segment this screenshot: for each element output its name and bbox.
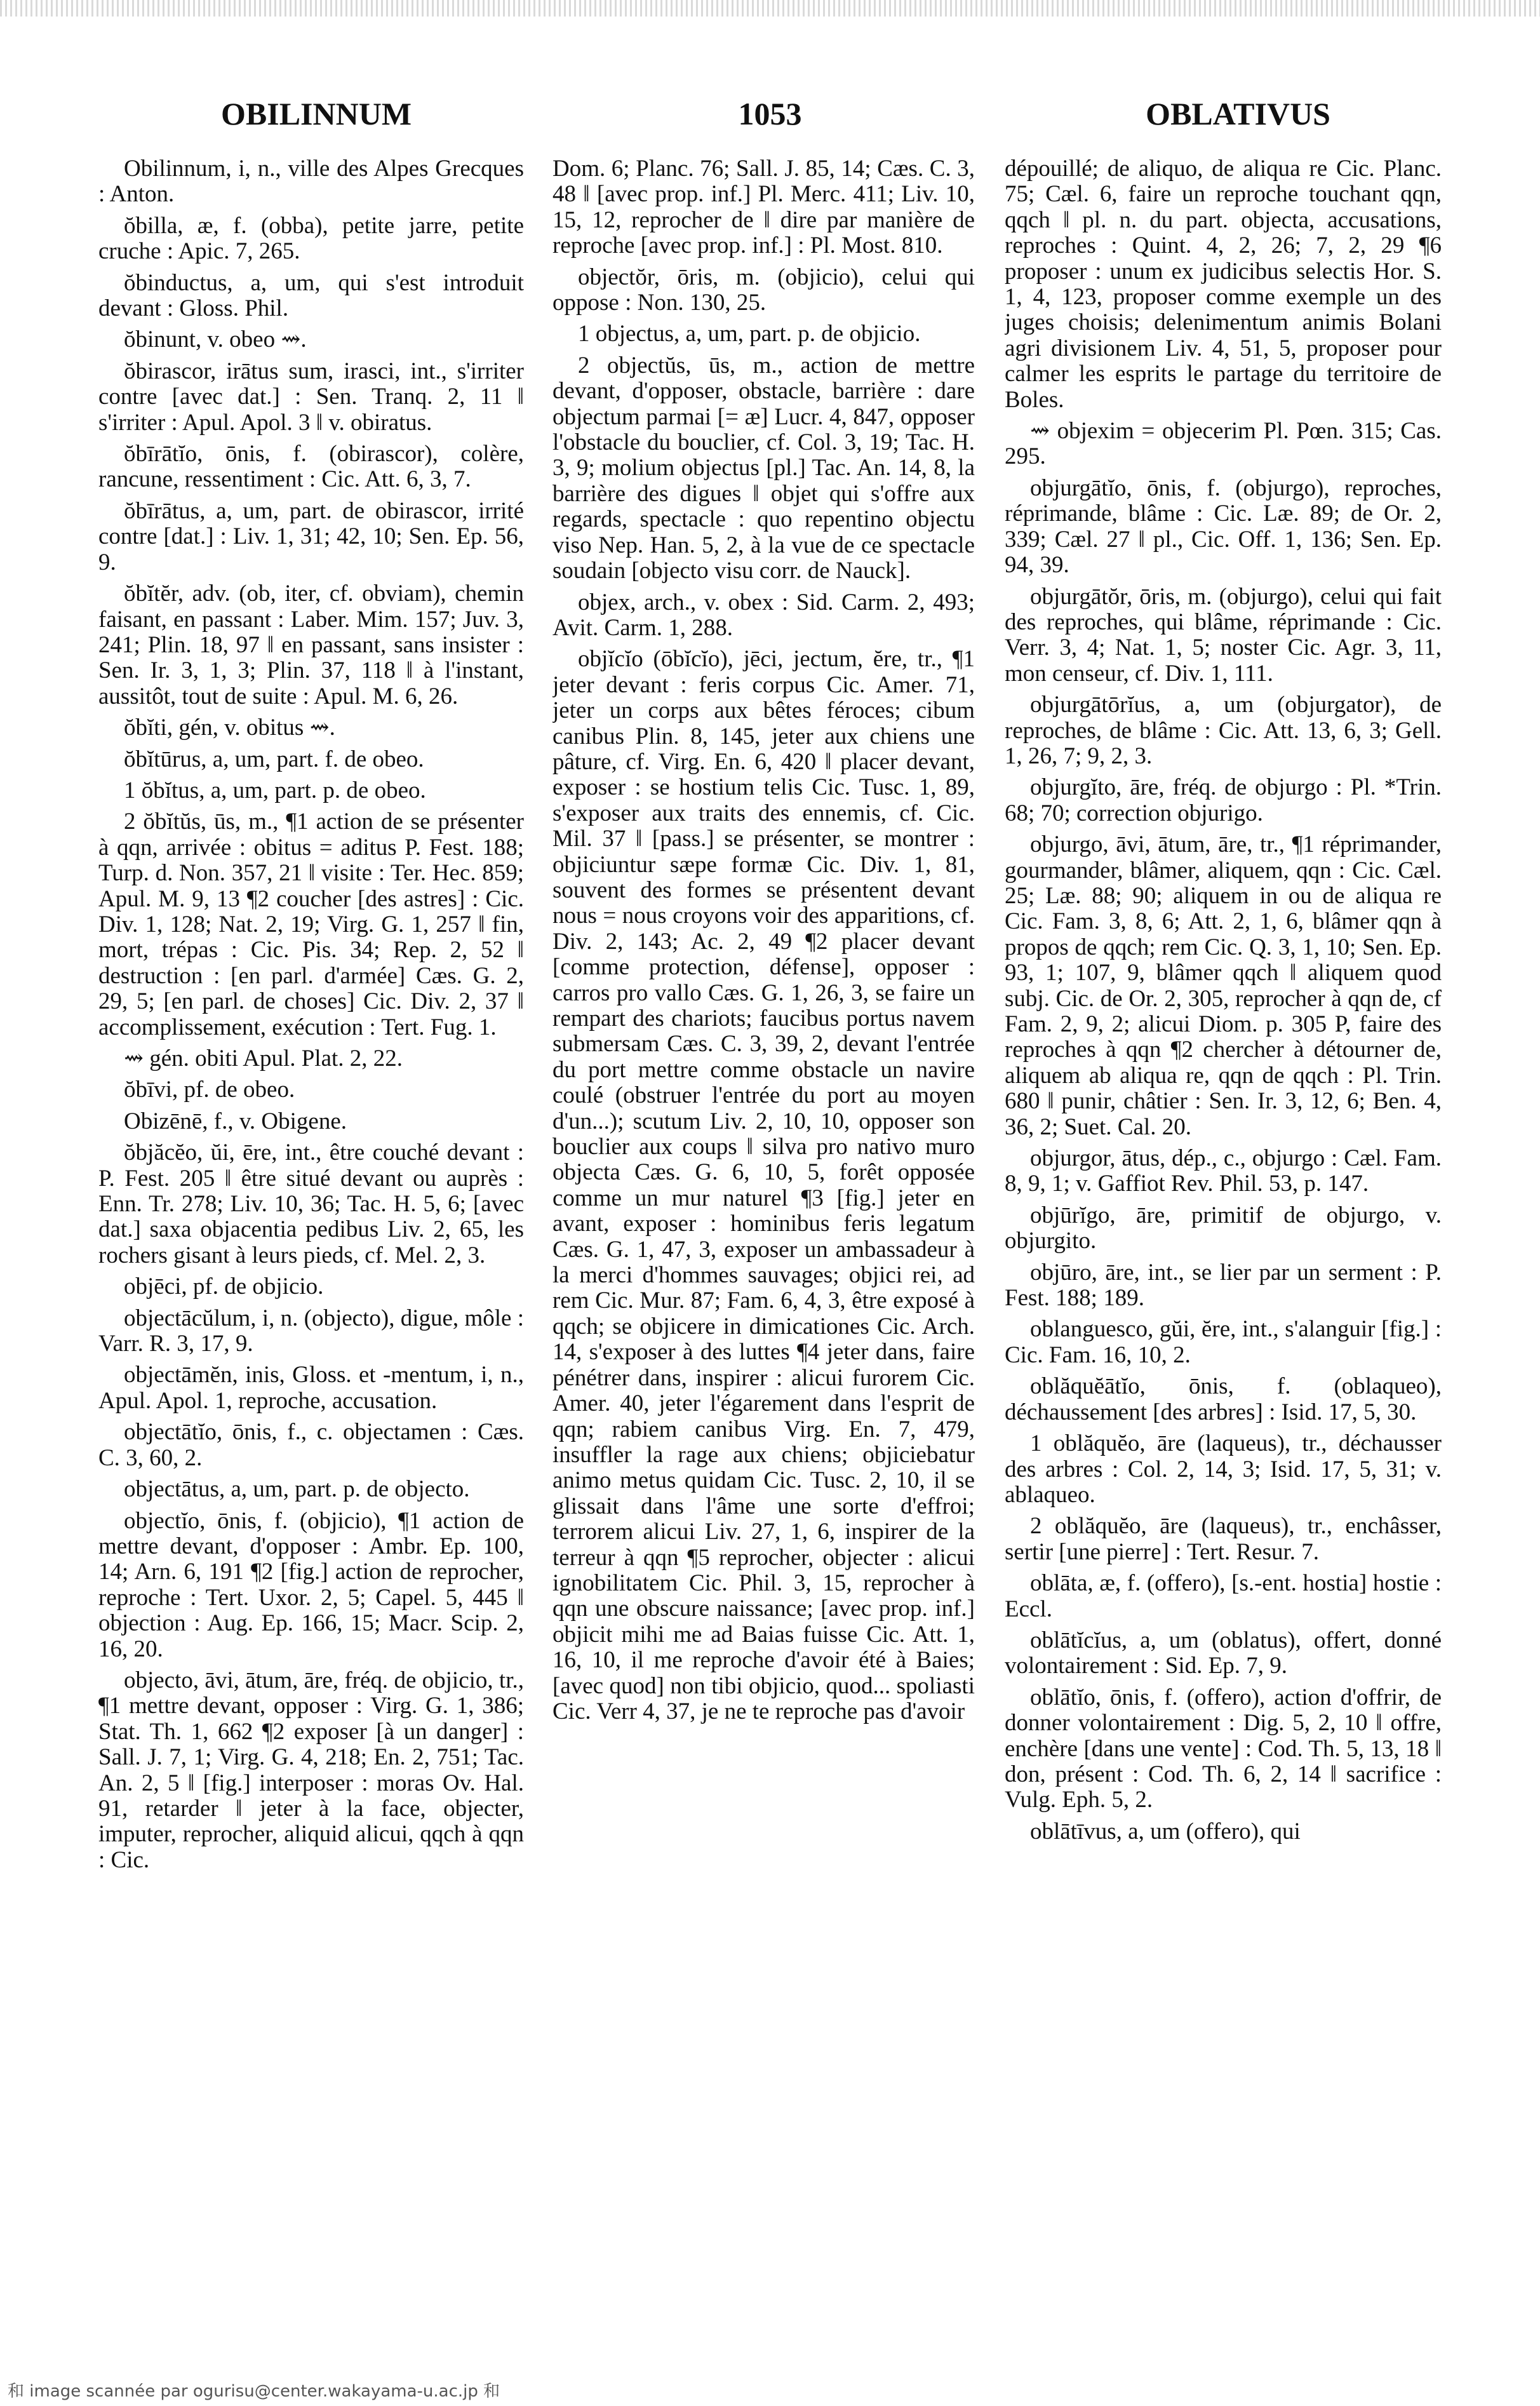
dictionary-entry: Obizēnē, f., v. Obigene. <box>124 1108 347 1134</box>
dictionary-entry: Dom. 6; Planc. 76; Sall. J. 85, 14; Cæs. C. 3, 48 ‖ [avec prop. inf.] Pl. Merc. 411; Liv. 10, 15, 12, reprocher de ‖ dire par manière de reproche [avec prop. inf.] : Pl. Most. 810. <box>552 156 975 259</box>
page-header <box>0 95 1540 140</box>
dictionary-entry: objectātĭo, ōnis, f., c. objectamen : Cæs. C. 3, 60, 2. <box>98 1419 524 1471</box>
dictionary-entry: oblātĭo, ōnis, f. (offero), action d'offrir, de donner volontairement : Dig. 5, 2, 10 ‖ offre, enchère [dans une vente] : Cod. Th. 5, 13, 18 ‖ don, présent : Cod. Th. 6, 2, 14 ‖ sacrifice : Vulg. Eph. 5, 2. <box>1005 1684 1442 1813</box>
dictionary-entry: oblăquĕātĭo, ōnis, f. (oblaqueo), déchaussement [des arbres] : Isid. 17, 5, 30. <box>1005 1373 1442 1425</box>
dictionary-entry: 1 ŏbĭtus, a, um, part. p. de obeo. <box>124 777 426 803</box>
dictionary-entry: objūrĭgo, āre, primitif de objurgo, v. objurgito. <box>1005 1202 1442 1254</box>
dictionary-entry: 2 oblăquĕo, āre (laqueus), tr., enchâsser, sertir [une pierre] : Tert. Resur. 7. <box>1005 1513 1442 1565</box>
dictionary-entry: objectŏr, ōris, m. (objicio), celui qui oppose : Non. 130, 25. <box>552 264 975 316</box>
dictionary-entry: oblātīvus, a, um (offero), qui <box>1030 1818 1301 1845</box>
dictionary-entry: ŏbīrātus, a, um, part. de obirascor, irrité contre [dat.] : Liv. 1, 31; 42, 10; Sen. Ep. 56, 9. <box>98 497 524 575</box>
dictionary-entry: ŏbĭtĕr, adv. (ob, iter, cf. obviam), chemin faisant, en passant : Laber. Mim. 157; Juv. 3, 241; Plin. 18, 97 ‖ en passant, sans insister : Sen. Ir. 3, 1, 3; Plin. 37, 118 ‖ à l'instant, aussitôt, tout de suite : Apul. M. 6, 26. <box>98 581 524 709</box>
dictionary-entry: oblāta, æ, f. (offero), [s.-ent. hostia] hostie : Eccl. <box>1005 1570 1442 1622</box>
dictionary-entry: objurgo, āvi, ātum, āre, tr., ¶1 réprimander, gourmander, blâmer, aliquem, qqn : Cic. Cæl. 25; Læ. 88; 90; aliquem in ou de aliqua re Cic. Fam. 3, 8, 6; Att. 2, 1, 6, blâmer qqn à propos de qqch; rem Cic. Q. 3, 1, 10; Sen. Ep. 93, 1; 107, 9, blâmer qqch ‖ aliquem quod subj. Cic. de Or. 2, 305, reprocher à qqn de, cf Fam. 2, 9, 2; alicui Diom. p. 305 P, faire des reproches à qqn ¶2 chercher à détourner de, aliquem ab aliqua re, qqn de qqch : Pl. Trin. 680 ‖ punir, châtier : Sen. Ir. 3, 12, 6; Ben. 4, 36, 2; Suet. Cal. 20. <box>1005 831 1442 1140</box>
dictionary-entry: objectātus, a, um, part. p. de objecto. <box>124 1476 470 1503</box>
dictionary-entry: ⇝ gén. obiti Apul. Plat. 2, 22. <box>124 1045 403 1072</box>
dictionary-entry: ŏbīrātĭo, ōnis, f. (obirascor), colère, rancune, ressentiment : Cic. Att. 6, 3, 7. <box>98 441 524 493</box>
column-3 <box>1005 156 1442 2290</box>
dictionary-entry: oblanguesco, gŭi, ĕre, int., s'alanguir [fig.] : Cic. Fam. 16, 10, 2. <box>1005 1316 1442 1368</box>
dictionary-entry: ŏbirascor, irātus sum, irasci, int., s'irriter contre [avec dat.] : Sen. Tranq. 2, 11 ‖ s'irriter : Apul. Apol. 3 ‖ v. obiratus. <box>98 358 524 436</box>
dictionary-entry: objūro, āre, int., se lier par un serment : P. Fest. 188; 189. <box>1005 1259 1442 1312</box>
dictionary-entry: ŏbĭti, gén, v. obitus ⇝. <box>124 715 335 741</box>
dictionary-entry: 1 oblăquĕo, āre (laqueus), tr., déchausser des arbres : Col. 2, 14, 3; Isid. 17, 5, 31; v. ablaqueo. <box>1005 1430 1442 1508</box>
dictionary-entry: oblātĭcĭus, a, um (oblatus), offert, donné volontairement : Sid. Ep. 7, 9. <box>1005 1627 1442 1679</box>
dictionary-entry: 2 objectŭs, ūs, m., action de mettre devant, d'opposer, obstacle, barrière : dare objectum parmai [= æ] Lucr. 4, 847, opposer l'obstacle du bouclier, cf. Col. 3, 19; Tac. H. 3, 9; molium objectus [pl.] Tac. An. 14, 8, la barrière des digues ‖ objet qui s'offre aux regards, spectacle : quo repentino objectu viso Nep. Han. 5, 2, à la vue de ce spectacle soudain [objecto visu corr. de Nauck]. <box>552 352 975 584</box>
dictionary-entry: objurgātĭo, ōnis, f. (objurgo), reproches, réprimande, blâme : Cic. Læ. 89; de Or. 2, 339; Cæl. 27 ‖ pl., Cic. Off. 1, 136; Sen. Ep. 94, 39. <box>1005 474 1442 579</box>
dictionary-entry: ŏbilla, æ, f. (obba), petite jarre, petite cruche : Apic. 7, 265. <box>98 212 524 265</box>
dictionary-entry: ŏbinunt, v. obeo ⇝. <box>124 326 307 353</box>
dictionary-entry: ŏbjăcĕo, ŭi, ēre, int., être couché devant : P. Fest. 205 ‖ être situé devant ou auprès : Enn. Tr. 278; Liv. 10, 36; Tac. H. 5, 6; [avec dat.] saxa objacentia pedibus Liv. 2, 65, les rochers gisant à leurs pieds, cf. Mel. 2, 3. <box>98 1139 524 1268</box>
dictionary-entry: objurgātōrĭus, a, um (objurgator), de reproches, de blâme : Cic. Att. 13, 6, 3; Gell. 1, 26, 7; 9, 2, 3. <box>1005 692 1442 769</box>
dictionary-entry: objurgor, ātus, dép., c., objurgo : Cæl. Fam. 8, 9, 1; v. Gaffiot Rev. Phil. 53, p. 147. <box>1005 1145 1442 1197</box>
dictionary-entry: objectĭo, ōnis, f. (objicio), ¶1 action de mettre devant, d'opposer : Ambr. Ep. 100, 14; Arn. 6, 191 ¶2 [fig.] action de reprocher, reproche : Tert. Uxor. 2, 5; Capel. 5, 445 ‖ objection : Aug. Ep. 166, 15; Macr. Scip. 2, 16, 20. <box>98 1507 524 1662</box>
dictionary-entry: 2 ŏbĭtŭs, ūs, m., ¶1 action de se présenter à qqn, arrivée : obitus = aditus P. Fest. 188; Turp. d. Non. 357, 21 ‖ visite : Ter. Hec. 859; Apul. M. 9, 13 ¶2 coucher [des astres] : Cic. Div. 1, 128; Nat. 2, 19; Virg. G. 1, 257 ‖ fin, mort, trépas : Cic. Pis. 34; Rep. 2, 52 ‖ destruction : [en parl. d'armée] Cæs. G. 2, 29, 5; [en parl. de choses] Cic. Div. 2, 37 ‖ accomplissement, exécution : Tert. Fug. 1. <box>98 809 524 1040</box>
dictionary-entry: objurgĭto, āre, fréq. de objurgo : Pl. *Trin. 68; 70; correction objurigo. <box>1005 774 1442 826</box>
dictionary-entry: objectācŭlum, i, n. (objecto), digue, môle : Varr. R. 3, 17, 9. <box>98 1305 524 1357</box>
header-right-guideword: OBLATIVUS <box>1146 96 1330 131</box>
dictionary-entry: ŏbĭtūrus, a, um, part. f. de obeo. <box>124 746 424 772</box>
page-number: 1053 <box>738 96 802 131</box>
dictionary-entry: objectāmĕn, inis, Gloss. et -mentum, i, n., Apul. Apol. 1, reproche, accusation. <box>98 1362 524 1414</box>
column-1 <box>98 156 524 2290</box>
dictionary-entry: ŏbinductus, a, um, qui s'est introduit devant : Gloss. Phil. <box>98 269 524 322</box>
dictionary-entry: Obilinnum, i, n., ville des Alpes Grecques : Anton. <box>98 156 524 208</box>
header-left-guideword: OBILINNUM <box>221 96 412 131</box>
dictionary-entry: ŏbīvi, pf. de obeo. <box>124 1077 295 1103</box>
dictionary-entry: dépouillé; de aliquo, de aliqua re Cic. Planc. 75; Cæl. 6, faire un reproche touchant qqn, qqch ‖ pl. n. du part. objecta, accusations, reproches : Quint. 4, 2, 26; 7, 2, 29 ¶6 proposer : unum ex judicibus selectis Hor. S. 1, 4, 123, proposer comme exemple un des juges choisis; delenimentum animis Bolani agri divisionem Liv. 4, 51, 5, proposer pour calmer les esprits le partage du territoire de Boles. <box>1005 156 1442 413</box>
dictionary-entry: objĭcĭo (ōbĭcĭo), jēci, jectum, ĕre, tr., ¶1 jeter devant : feris corpus Cic. Amer. 71, jeter un corps aux bêtes féroces; cibum canibus Plin. 8, 145, jeter aux chiens une pâture, cf. Virg. En. 6, 420 ‖ placer devant, exposer : se hostium telis Cic. Tusc. 1, 89, s'exposer aux traits des ennemis, cf. Cic. Mil. 37 ‖ [pass.] se présenter, se montrer : objiciuntur sæpe formæ Cic. Div. 1, 81, souvent des formes se présentent devant nous = nous croyons voir des apparitions, cf. Div. 2, 143; Ac. 2, 49 ¶2 placer devant [comme protection, défense], opposer : carros pro vallo Cæs. G. 1, 26, 3, se faire un rempart des chariots; faucibus portus navem submersam Cæs. C. 3, 39, 2, devant l'entrée du port mettre comme obstacle un navire coulé (obstruer l'entrée du port au moyen d'un...); scutum Liv. 2, 10, 10, opposer son bouclier aux coups ‖ silva pro nativo muro objecta Cæs. G. 6, 10, 5, forêt opposée comme un mur naturel ¶3 [fig.] jeter en avant, exposer : hominibus feris legatum Cæs. G. 1, 47, 3, exposer un ambassadeur à la merci d'hommes sauvages; objici rei, ad rem Cic. Mur. 87; Fam. 6, 4, 3, être exposé à qqch; se objicere in dimicationes Cic. Arch. 14, s'exposer à des luttes ¶4 jeter dans, faire pénétrer dans, inspirer : alicui furorem Cic. Amer. 40, jeter l'égarement dans l'esprit de qqn; rabiem canibus Virg. En. 7, 479, insuffler la rage aux chiens; objiciebatur animo metus quidam Cic. Tusc. 2, 10, il se glissait dans l'âme une sorte d'effroi; terrorem alicui Liv. 27, 1, 6, inspirer de la terreur à qqn ¶5 reprocher, objecter : alicui ignobilitatem Cic. Phil. 3, 15, reprocher à qqn une obscure naissance; [avec prop. inf.] objicit mihi me ad Baias fuisse Cic. Att. 1, 16, 10, il me reproche d'avoir été à Baies; [avec quod] non tibi objicio, quod... spoliasti Cic. Verr 4, 37, je ne te reproche pas d'avoir <box>552 646 975 1724</box>
scan-edge-strip <box>0 0 1540 17</box>
dictionary-entry: objex, arch., v. obex : Sid. Carm. 2, 493; Avit. Carm. 1, 288. <box>552 589 975 641</box>
column-2 <box>552 156 975 2290</box>
dictionary-entry: 1 objectus, a, um, part. p. de objicio. <box>578 321 921 347</box>
dictionary-entry: objēci, pf. de objicio. <box>124 1274 324 1300</box>
dictionary-entry: objurgātŏr, ōris, m. (objurgo), celui qui fait des reproches, qui blâme, réprimande : Cic. Verr. 3, 4; Nat. 1, 5; noster Cic. Agr. 3, 11, mon censeur, cf. Div. 1, 111. <box>1005 583 1442 687</box>
scan-credit-footer: 和 image scannée par ogurisu@center.wakayama-u.ac.jp 和 <box>8 2382 500 2401</box>
dictionary-entry: objecto, āvi, ātum, āre, fréq. de objicio, tr., ¶1 mettre devant, opposer : Virg. G. 1, 386; Stat. Th. 1, 662 ¶2 exposer [à un danger] : Sall. J. 7, 1; Virg. G. 4, 218; En. 2, 751; Tac. An. 2, 5 ‖ [fig.] interposer : moras Ov. Hal. 91, retarder ‖ jeter à la face, objecter, imputer, reprocher, aliquid alicui, qqch à qqn : Cic. <box>98 1667 524 1873</box>
dictionary-entry: ⇝ objexim = objecerim Pl. Pœn. 315; Cas. 295. <box>1005 418 1442 470</box>
